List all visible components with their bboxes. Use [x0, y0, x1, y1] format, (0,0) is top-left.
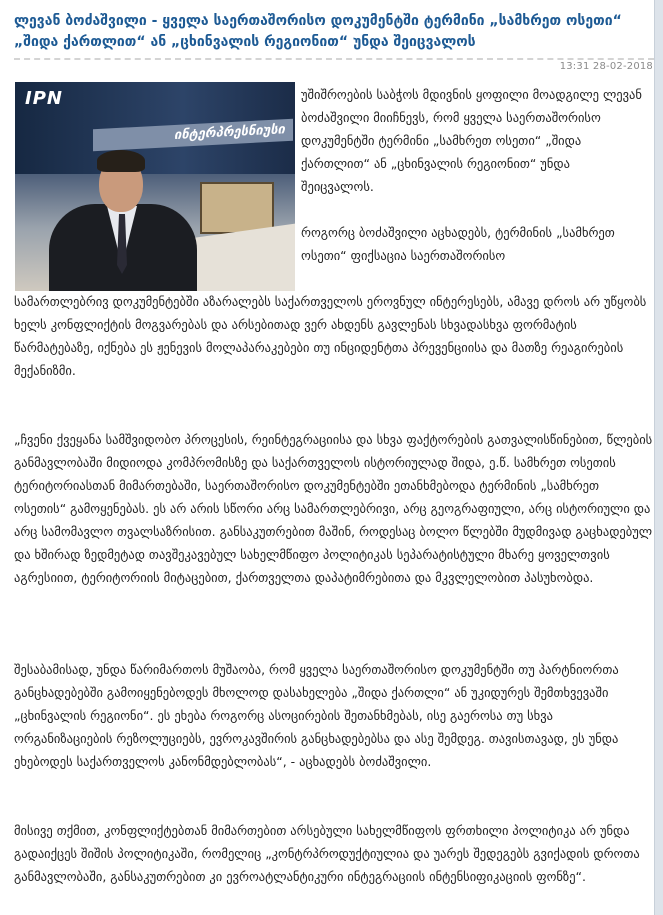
paragraph-3: „ჩვენი ქვეყანა სამშვიდობო პროცესის, რეინტეგრაციისა და სხვა ფაქტორების გათვალისწინებით, წლების განმავლობაში მიდიოდა კომპრომისზე და საქართველოს ისტორიულად შიდა, ე.წ. სამხრეთ ოსეთის ტერიტორიასთან მიმართებაში, საერთაშორისო დოკუმენტებში ეთანხმებოდა ტერმინის „სამხრეთ ოსეთის“ გამოყენებას. ეს არ არის სწორი არც სამართლებრივი, არც გეოგრაფიული, არც ისტორიული და არც სამომავლო თვალსაზრისით. განსაკუთრებით მაშინ, როდესაც ბოლო წლებში მუდმივად გაცხადებულ და ხშირად ზედმეტად თავშეკავებულ სახელმწიფო პოლიტიკას სეპარატისტული მხარე ყოველთვის აგრესიით, ტერიტორიის მიტაცებით, ქართველთა დაპატიმრებითა და მკვლელობით პასუხობდა.	[14, 432, 653, 585]
article-timestamp: 13:31 28-02-2018	[559, 61, 653, 72]
scrollbar[interactable]	[654, 0, 663, 915]
article-photo	[15, 82, 295, 291]
photo-logo: IPN	[25, 88, 63, 109]
paragraph-4: შესაბამისად, უნდა წარიმართოს მუშაობა, რომ ყველა საერთაშორისო დოკუმენტში თუ პარტნიორთა განცხადებებში გამოიყენებოდეს მხოლოდ დასახელება „შიდა ქართლი“ ან უკიდურეს შემთხვევაში „ცხინვალის რეგიონი“. ეს ეხება როგორც ასოცირების შეთანხმებას, ისე გაეროსა თუ სხვა ორგანიზაციების რეზოლუციებს, ევროკავშირის განცხადებებსა და ასე შემდეგ. თავისთავად, ეს უნდა ეხებოდეს საქართველოს კანონმდებლობას“, - აცხადებს ბოძაშვილი.	[14, 662, 619, 769]
paragraph-5: მისივე თქმით, კონფლიქტებთან მიმართებით არსებული სახელმწიფოს ფრთხილი პოლიტიკა არ უნდა გადაიქცეს შიშის პოლიტიკაში, რომელიც „კონტრპროდუქტიულია და უარეს შედეგებს გვიქადის დროთა განმავლობაში, განსაკუთრებით კი ევროატლანტიკური ინტეგრაციის ინტენსიფიკაციის ფონზე“.	[14, 823, 640, 884]
article-headline: ლევან ბოძაშვილი - ყველა საერთაშორისო დოკუმენტში ტერმინი „სამხრეთ ოსეთი“ „შიდა ქართლით“ ან „ცხინვალის რეგიონით“ უნდა შეიცვალოს	[14, 13, 622, 50]
paragraph-2-cont: სამართლებრივ დოკუმენტებში აზარალებს საქართველოს ეროვნულ ინტერესებს, ამავე დროს არ უწყობს ხელს კონფლიქტის მოგვარებას და არსებითად ვერ ახდენს გავლენას სხვადასხვა ფორმატის წარმატებაზე, იქნება ეს ჟენევის მოლაპარაკებები თუ ინციდენტთა პრევენციისა და მათზე რეაგირების მექანიზმი.	[14, 294, 647, 378]
paragraph-2-start: როგორც ბოძაშვილი აცხადებს, ტერმინის „სამხრეთ ოსეთი“ ფიქსაცია საერთაშორისო	[301, 225, 615, 263]
headline-divider	[14, 58, 654, 60]
paragraph-1: უშიშროების საბჭოს მდივნის ყოფილი მოადგილე ლევან ბოძაშვილი მიიჩნევს, რომ ყველა საერთაშორისო დოკუმენტში ტერმინი „სამხრეთ ოსეთი“ „შიდა ქართლით“ ან „ცხინვალის რეგიონით“ უნდა შეიცვალოს.	[301, 87, 642, 194]
photo-sign: ინტერპრესნიუსი	[93, 119, 293, 151]
photo-person-hair	[97, 150, 145, 172]
photo-monitor	[200, 182, 274, 234]
